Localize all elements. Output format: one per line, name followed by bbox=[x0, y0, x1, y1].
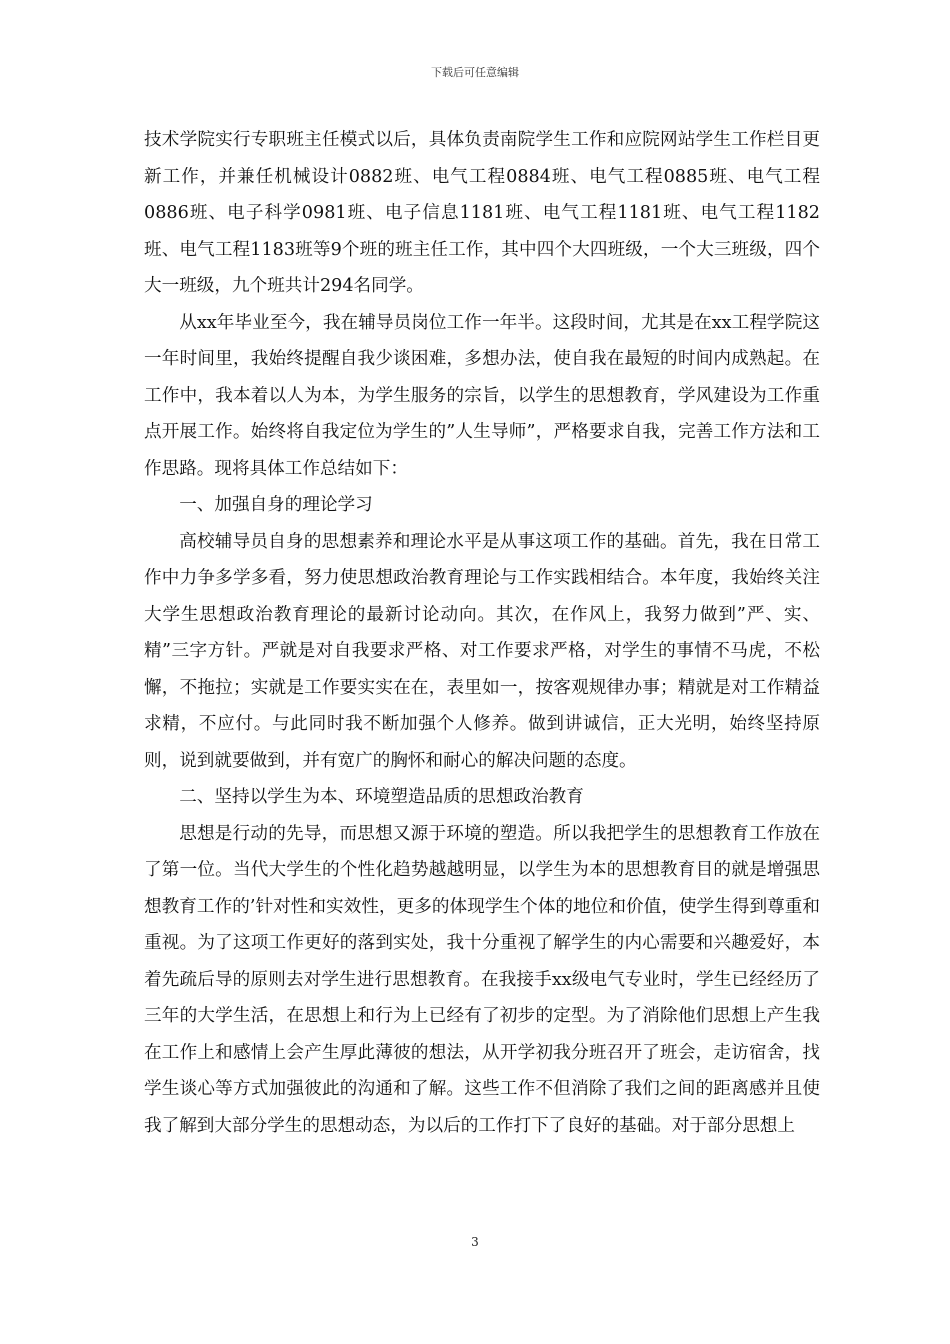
section-heading-student-centered: 二、坚持以学生为本、环境塑造品质的思想政治教育 bbox=[179, 787, 584, 807]
page-header: 下载后可任意编辑 bbox=[431, 66, 519, 79]
paragraph-theory-study: 高校辅导员自身的思想素养和理论水平是从事这项工作的基础。首先，我在日常工作中力争多学多看，努力使思想政治教育理论与工作实践相结合。本年度，我始终关注大学生思想政治教育理论的最新讨论动向。其次，在作风上，我努力做到”严、实、精”三字方针。严就是对自我要求严格、对工作要求严格，对学生的事情不马虎，不松懈，不拖拉；实就是工作要实实在在，表里如一，按客观规律办事；精就是对工作精益求精，不应付。与此同时我不断加强个人修养。做到讲诚信，正大光明，始终坚持原则，说到就要做到，并有宽广的胸怀和耐心的解决问题的态度。 bbox=[144, 531, 820, 771]
paragraph-student-centered: 思想是行动的先导，而思想又源于环境的塑造。所以我把学生的思想教育工作放在了第一位。当代大学生的个性化趋势越越明显，以学生为本的思想教育目的就是增强思想教育工作的’针对性和实效性，更多的体现学生个体的地位和价值，使学生得到尊重和重视。为了这项工作更好的落到实处，我十分重视了解学生的内心需要和兴趣爱好，本着先疏后导的原则去对学生进行思想教育。在我接手xx级电气专业时，学生已经经历了三年的大学生活，在思想上和行为上已经有了初步的定型。为了消除他们思想上产生我在工作上和感情上会产生厚此薄彼的想法，从开学初我分班召开了班会，走访宿舍，找学生谈心等方式加强彼此的沟通和了解。这些工作不但消除了我们之间的距离感并且使我了解到大部分学生的思想动态，为以后的工作打下了良好的基础。对于部分思想上 bbox=[144, 823, 820, 1136]
paragraph-class-assignments: 技术学院实行专职班主任模式以后，具体负责南院学生工作和应院网站学生工作栏目更新工作，并兼任机械设计0882班、电气工程0884班、电气工程0885班、电气工程0886班、电子科学0981班、电子信息1181班、电气工程1181班、电气工程1182班、电气工程1183班等9个班的班主任工作，其中四个大四班级，一个大三班级，四个大一班级，九个班共计294名同学。 bbox=[144, 130, 820, 296]
section-heading-theory-study: 一、加强自身的理论学习 bbox=[179, 495, 373, 515]
page-number: 3 bbox=[471, 1235, 479, 1249]
paragraph-introduction: 从xx年毕业至今，我在辅导员岗位工作一年半。这段时间，尤其是在xx工程学院这一年时间里，我始终提醒自我少谈困难，多想办法，使自我在最短的时间内成熟起。在工作中，我本着以人为本，为学生服务的宗旨，以学生的思想教育，学风建设为工作重点开展工作。始终将自我定位为学生的”人生导师”，严格要求自我，完善工作方法和工作思路。现将具体工作总结如下： bbox=[144, 312, 820, 479]
document-body bbox=[144, 122, 820, 1144]
